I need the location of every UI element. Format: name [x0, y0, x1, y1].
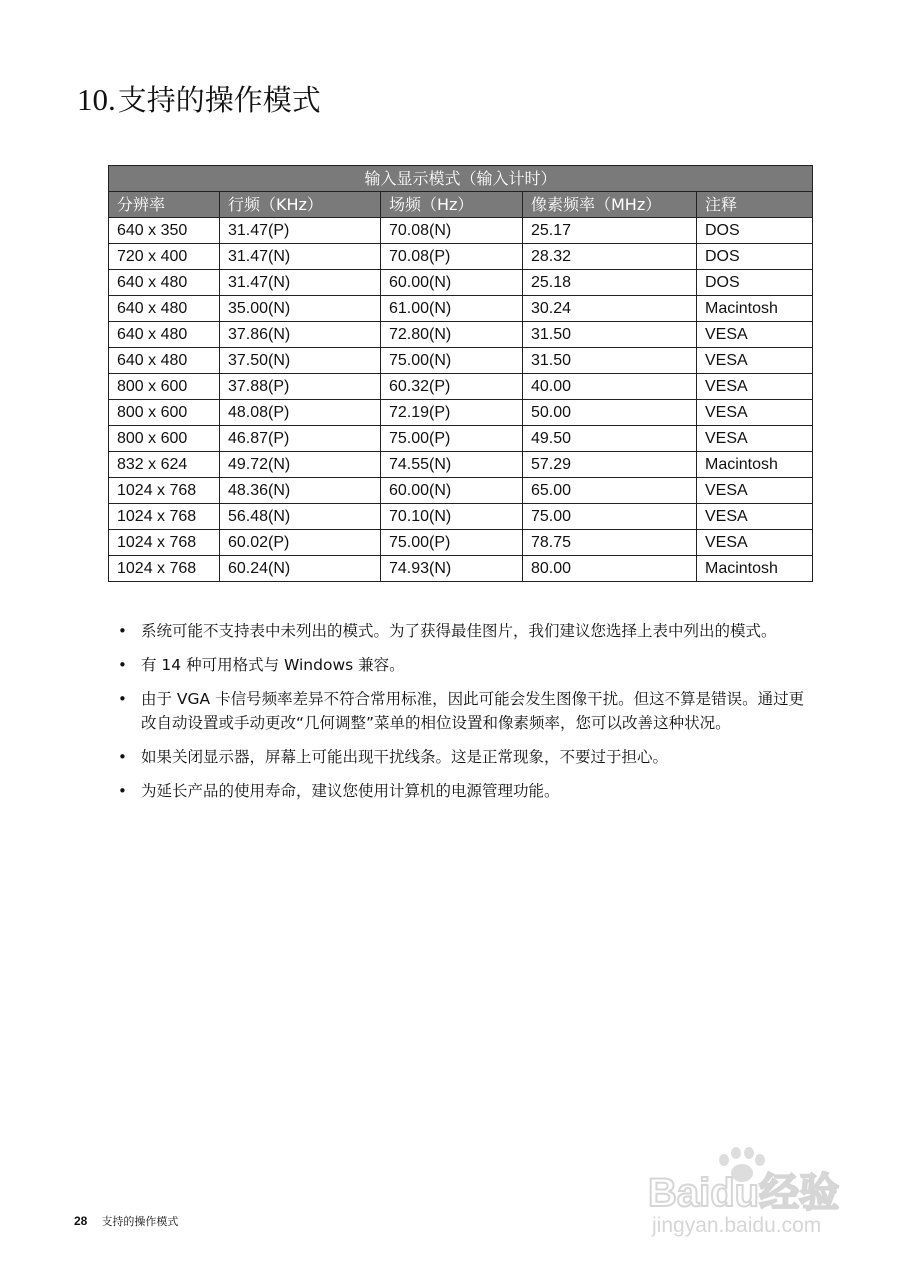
table-cell: 640 x 480	[109, 296, 220, 322]
table-cell: 1024 x 768	[109, 478, 220, 504]
note-text: 为延长产品的使用寿命，建议您使用计算机的电源管理功能。	[141, 782, 560, 800]
table-cell: 75.00(P)	[381, 426, 523, 452]
table-cell: 74.55(N)	[381, 452, 523, 478]
table-cell: 31.47(N)	[220, 270, 381, 296]
table-row	[109, 348, 813, 374]
table-cell: VESA	[697, 426, 813, 452]
watermark-brand: Baidu经验	[648, 1171, 840, 1215]
table-cell: 31.47(P)	[220, 218, 381, 244]
table-cell: 60.00(N)	[381, 270, 523, 296]
table-cell: VESA	[697, 504, 813, 530]
table-cell: 75.00(N)	[381, 348, 523, 374]
bullet-icon: •	[118, 782, 127, 800]
footer-section-title: 支持的操作模式	[101, 1215, 179, 1228]
table-cell: 70.10(N)	[381, 504, 523, 530]
table-cell: 31.50	[523, 322, 697, 348]
table-cell: 25.17	[523, 218, 697, 244]
table-header-row	[109, 192, 813, 218]
note-item	[118, 619, 818, 643]
table-cell: 800 x 600	[109, 426, 220, 452]
table-cell: 60.32(P)	[381, 374, 523, 400]
note-item	[118, 779, 818, 803]
table-cell: DOS	[697, 244, 813, 270]
table-row	[109, 426, 813, 452]
bullet-icon: •	[118, 622, 127, 640]
table-cell: VESA	[697, 400, 813, 426]
display-modes-table	[108, 165, 813, 582]
column-header: 像素频率（MHz）	[523, 192, 697, 218]
table-cell: VESA	[697, 478, 813, 504]
table-cell: 832 x 624	[109, 452, 220, 478]
table-cell: 72.19(P)	[381, 400, 523, 426]
table-row	[109, 556, 813, 582]
page-footer	[74, 1213, 178, 1230]
table-cell: 31.47(N)	[220, 244, 381, 270]
table-caption-row	[109, 166, 813, 192]
table-row	[109, 530, 813, 556]
column-header: 场频（Hz）	[381, 192, 523, 218]
note-item	[118, 653, 818, 677]
table-cell: 31.50	[523, 348, 697, 374]
table-cell: 65.00	[523, 478, 697, 504]
notes-list	[118, 619, 818, 813]
table-cell: DOS	[697, 270, 813, 296]
table-cell: Macintosh	[697, 296, 813, 322]
column-header: 行频（KHz）	[220, 192, 381, 218]
table-row	[109, 296, 813, 322]
table-cell: 75.00(P)	[381, 530, 523, 556]
table-cell: 57.29	[523, 452, 697, 478]
table-cell: 70.08(N)	[381, 218, 523, 244]
table-cell: 56.48(N)	[220, 504, 381, 530]
table-cell: 1024 x 768	[109, 530, 220, 556]
table-cell: 640 x 480	[109, 348, 220, 374]
table-cell: 70.08(P)	[381, 244, 523, 270]
table-cell: 48.08(P)	[220, 400, 381, 426]
table-cell: Macintosh	[697, 556, 813, 582]
table-cell: 60.02(P)	[220, 530, 381, 556]
table-cell: 720 x 400	[109, 244, 220, 270]
table-cell: 640 x 480	[109, 322, 220, 348]
note-text: 如果关闭显示器，屏幕上可能出现干扰线条。这是正常现象，不要过于担心。	[141, 748, 669, 766]
note-text: 由于 VGA 卡信号频率差异不符合常用标准，因此可能会发生图像干扰。但这不算是错误。通过更改自动设置或手动更改“几何调整”菜单的相位设置和像素频率，您可以改善这种状况。	[141, 690, 805, 732]
table-cell: 46.87(P)	[220, 426, 381, 452]
table-row	[109, 218, 813, 244]
table-cell: 800 x 600	[109, 400, 220, 426]
table-cell: 30.24	[523, 296, 697, 322]
table-cell: 74.93(N)	[381, 556, 523, 582]
table-cell: 640 x 480	[109, 270, 220, 296]
table-cell: 48.36(N)	[220, 478, 381, 504]
table-cell: 1024 x 768	[109, 504, 220, 530]
title-number: 10.	[77, 82, 116, 117]
table-row	[109, 270, 813, 296]
bullet-icon: •	[118, 690, 127, 708]
table-row	[109, 322, 813, 348]
table-cell: 61.00(N)	[381, 296, 523, 322]
table-cell: 28.32	[523, 244, 697, 270]
table-cell: 40.00	[523, 374, 697, 400]
table-row	[109, 478, 813, 504]
column-header: 分辨率	[109, 192, 220, 218]
bullet-icon: •	[118, 656, 127, 674]
table-row	[109, 504, 813, 530]
table-cell: 72.80(N)	[381, 322, 523, 348]
title-text: 支持的操作模式	[117, 83, 321, 117]
table-row	[109, 244, 813, 270]
table-cell: 80.00	[523, 556, 697, 582]
page-title	[77, 82, 321, 118]
table-cell: DOS	[697, 218, 813, 244]
table-row	[109, 400, 813, 426]
column-header: 注释	[697, 192, 813, 218]
watermark-url: jingyan.baidu.com	[652, 1214, 822, 1237]
table-cell: 37.86(N)	[220, 322, 381, 348]
table-cell: 60.24(N)	[220, 556, 381, 582]
table-caption: 输入显示模式（输入计时）	[109, 166, 813, 192]
table-cell: 78.75	[523, 530, 697, 556]
table-cell: 60.00(N)	[381, 478, 523, 504]
table-cell: VESA	[697, 348, 813, 374]
table-cell: 25.18	[523, 270, 697, 296]
table-cell: 640 x 350	[109, 218, 220, 244]
table-cell: 35.00(N)	[220, 296, 381, 322]
table-cell: 50.00	[523, 400, 697, 426]
table-cell: 1024 x 768	[109, 556, 220, 582]
table-cell: 37.50(N)	[220, 348, 381, 374]
baidu-jingyan-watermark	[630, 1140, 860, 1240]
table-cell: VESA	[697, 322, 813, 348]
table-cell: 49.72(N)	[220, 452, 381, 478]
note-text: 有 14 种可用格式与 Windows 兼容。	[141, 656, 405, 674]
table-cell: 49.50	[523, 426, 697, 452]
note-text: 系统可能不支持表中未列出的模式。为了获得最佳图片，我们建议您选择上表中列出的模式。	[141, 622, 777, 640]
table-cell: 37.88(P)	[220, 374, 381, 400]
table-row	[109, 374, 813, 400]
bullet-icon: •	[118, 748, 127, 766]
page-number: 28	[74, 1214, 88, 1228]
note-item	[118, 687, 818, 735]
table-body	[109, 218, 813, 582]
table-row	[109, 452, 813, 478]
table-cell: VESA	[697, 374, 813, 400]
table-cell: 75.00	[523, 504, 697, 530]
table-cell: 800 x 600	[109, 374, 220, 400]
table-cell: VESA	[697, 530, 813, 556]
note-item	[118, 745, 818, 769]
table-cell: Macintosh	[697, 452, 813, 478]
